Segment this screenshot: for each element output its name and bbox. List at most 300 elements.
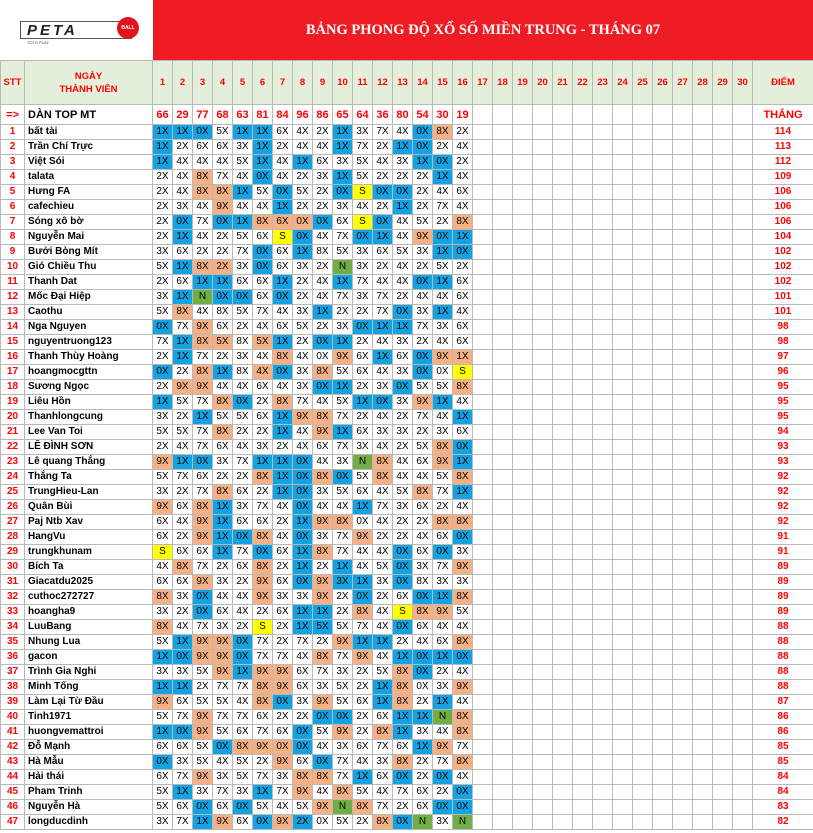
empty-cell bbox=[473, 590, 493, 605]
empty-cell bbox=[553, 425, 573, 440]
table-row bbox=[1, 470, 813, 485]
empty-cell bbox=[473, 575, 493, 590]
empty-cell bbox=[533, 590, 553, 605]
result-cell: 2X bbox=[193, 245, 213, 260]
empty-cell bbox=[713, 335, 733, 350]
result-cell: 5X bbox=[233, 155, 253, 170]
empty-cell bbox=[493, 650, 513, 665]
empty-cell bbox=[673, 785, 693, 800]
result-cell: 6X bbox=[313, 155, 333, 170]
result-cell: 8X bbox=[313, 650, 333, 665]
result-cell: 2X bbox=[393, 635, 413, 650]
empty-cell bbox=[673, 560, 693, 575]
result-cell: 0X bbox=[393, 545, 413, 560]
result-cell: 6X bbox=[313, 440, 333, 455]
result-cell: 8X bbox=[393, 680, 413, 695]
result-cell: 1X bbox=[373, 680, 393, 695]
result-cell: 4X bbox=[153, 560, 173, 575]
result-cell: 1X bbox=[393, 725, 413, 740]
empty-cell bbox=[553, 245, 573, 260]
empty-cell bbox=[553, 410, 573, 425]
empty-cell bbox=[593, 335, 613, 350]
empty-cell bbox=[513, 725, 533, 740]
result-cell: 3X bbox=[433, 815, 453, 830]
table-row bbox=[1, 665, 813, 680]
empty-cell bbox=[613, 245, 633, 260]
result-cell: 0X bbox=[373, 185, 393, 200]
result-cell: 3X bbox=[153, 815, 173, 830]
empty-cell bbox=[653, 320, 673, 335]
member-name: Lee Van Toi bbox=[25, 425, 153, 440]
empty-cell bbox=[553, 815, 573, 830]
result-cell: 5X bbox=[393, 245, 413, 260]
empty-cell bbox=[533, 105, 553, 125]
result-cell: 1X bbox=[273, 335, 293, 350]
empty-cell bbox=[553, 335, 573, 350]
result-cell: 2X bbox=[413, 755, 433, 770]
empty-cell bbox=[713, 155, 733, 170]
row-points: 88 bbox=[753, 665, 813, 680]
empty-cell bbox=[533, 200, 553, 215]
empty-cell bbox=[693, 155, 713, 170]
empty-cell bbox=[613, 725, 633, 740]
empty-cell bbox=[613, 200, 633, 215]
top-day-number: 65 bbox=[333, 105, 353, 125]
empty-cell bbox=[653, 245, 673, 260]
empty-cell bbox=[713, 815, 733, 830]
empty-cell bbox=[713, 455, 733, 470]
result-cell: 2X bbox=[313, 635, 333, 650]
empty-cell bbox=[513, 140, 533, 155]
result-cell: 4X bbox=[453, 305, 473, 320]
result-cell: 2X bbox=[233, 575, 253, 590]
result-cell: N bbox=[413, 815, 433, 830]
result-cell: 1X bbox=[293, 560, 313, 575]
empty-cell bbox=[573, 395, 593, 410]
member-name: Thắng Ta bbox=[25, 470, 153, 485]
empty-cell bbox=[513, 770, 533, 785]
empty-cell bbox=[513, 275, 533, 290]
result-cell: S bbox=[153, 545, 173, 560]
empty-cell bbox=[733, 575, 753, 590]
result-cell: 0X bbox=[213, 290, 233, 305]
empty-cell bbox=[533, 455, 553, 470]
empty-cell bbox=[493, 245, 513, 260]
result-cell: 7X bbox=[273, 650, 293, 665]
empty-cell bbox=[713, 215, 733, 230]
result-cell: 1X bbox=[173, 635, 193, 650]
empty-cell bbox=[493, 695, 513, 710]
result-cell: 3X bbox=[293, 260, 313, 275]
result-cell: 6X bbox=[273, 125, 293, 140]
empty-cell bbox=[573, 635, 593, 650]
result-cell: 8X bbox=[213, 425, 233, 440]
empty-cell bbox=[533, 425, 553, 440]
points-label: THẮNG bbox=[753, 105, 813, 125]
top-day-number: 66 bbox=[153, 105, 173, 125]
result-cell: 6X bbox=[353, 485, 373, 500]
empty-cell bbox=[733, 215, 753, 230]
empty-cell bbox=[613, 395, 633, 410]
result-cell: 6X bbox=[253, 710, 273, 725]
result-cell: 5X bbox=[333, 695, 353, 710]
empty-cell bbox=[613, 125, 633, 140]
header-day: 20 bbox=[533, 61, 553, 105]
row-points: 109 bbox=[753, 170, 813, 185]
empty-cell bbox=[733, 185, 753, 200]
top-day-number: 86 bbox=[313, 105, 333, 125]
result-cell: 1X bbox=[253, 125, 273, 140]
result-cell: 4X bbox=[173, 515, 193, 530]
empty-cell bbox=[733, 740, 753, 755]
result-cell: 0X bbox=[313, 755, 333, 770]
empty-cell bbox=[593, 125, 613, 140]
result-cell: 4X bbox=[173, 170, 193, 185]
result-cell: 8X bbox=[233, 740, 253, 755]
empty-cell bbox=[533, 665, 553, 680]
empty-cell bbox=[653, 755, 673, 770]
result-cell: 9X bbox=[193, 725, 213, 740]
result-cell: 4X bbox=[313, 230, 333, 245]
header-day: 19 bbox=[513, 61, 533, 105]
result-cell: 0X bbox=[333, 470, 353, 485]
result-cell: 2X bbox=[273, 515, 293, 530]
empty-cell bbox=[673, 755, 693, 770]
empty-cell bbox=[533, 365, 553, 380]
result-cell: 2X bbox=[413, 770, 433, 785]
empty-cell bbox=[653, 650, 673, 665]
empty-cell bbox=[573, 455, 593, 470]
header-day: 21 bbox=[553, 61, 573, 105]
result-cell: 5X bbox=[413, 215, 433, 230]
top-row bbox=[1, 105, 813, 125]
result-cell: 8X bbox=[413, 485, 433, 500]
empty-cell bbox=[673, 620, 693, 635]
result-cell: 7X bbox=[373, 740, 393, 755]
row-points: 82 bbox=[753, 815, 813, 830]
empty-cell bbox=[693, 590, 713, 605]
table-row bbox=[1, 500, 813, 515]
empty-cell bbox=[473, 350, 493, 365]
result-cell: 9X bbox=[453, 560, 473, 575]
result-cell: 0X bbox=[453, 530, 473, 545]
empty-cell bbox=[553, 155, 573, 170]
result-cell: 5X bbox=[353, 155, 373, 170]
result-cell: 6X bbox=[213, 320, 233, 335]
header-day: 12 bbox=[373, 61, 393, 105]
result-cell: 6X bbox=[413, 785, 433, 800]
empty-cell bbox=[473, 365, 493, 380]
result-cell: 2X bbox=[313, 125, 333, 140]
result-cell: 0X bbox=[433, 155, 453, 170]
row-points: 84 bbox=[753, 770, 813, 785]
result-cell: 7X bbox=[413, 320, 433, 335]
table-row bbox=[1, 605, 813, 620]
result-cell: 8X bbox=[313, 410, 333, 425]
result-cell: 1X bbox=[333, 275, 353, 290]
result-cell: 0X bbox=[253, 170, 273, 185]
row-points: 113 bbox=[753, 140, 813, 155]
empty-cell bbox=[473, 455, 493, 470]
result-cell: 5X bbox=[233, 755, 253, 770]
empty-cell bbox=[553, 470, 573, 485]
result-cell: 0X bbox=[453, 650, 473, 665]
result-cell: 2X bbox=[213, 470, 233, 485]
empty-cell bbox=[553, 185, 573, 200]
empty-cell bbox=[513, 650, 533, 665]
result-cell: 9X bbox=[253, 740, 273, 755]
result-cell: 1X bbox=[173, 680, 193, 695]
result-cell: 8X bbox=[153, 620, 173, 635]
result-cell: 1X bbox=[173, 290, 193, 305]
result-cell: 6X bbox=[293, 755, 313, 770]
result-cell: 6X bbox=[273, 575, 293, 590]
result-cell: 8X bbox=[193, 335, 213, 350]
empty-cell bbox=[533, 275, 553, 290]
empty-cell bbox=[653, 455, 673, 470]
empty-cell bbox=[613, 695, 633, 710]
empty-cell bbox=[493, 740, 513, 755]
empty-cell bbox=[513, 485, 533, 500]
empty-cell bbox=[513, 590, 533, 605]
result-cell: 2X bbox=[413, 170, 433, 185]
result-cell: 1X bbox=[373, 695, 393, 710]
header-day: 17 bbox=[473, 61, 493, 105]
empty-cell bbox=[513, 290, 533, 305]
table-row bbox=[1, 335, 813, 350]
empty-cell bbox=[513, 800, 533, 815]
result-cell: 2X bbox=[233, 425, 253, 440]
empty-cell bbox=[673, 105, 693, 125]
result-cell: N bbox=[353, 455, 373, 470]
empty-cell bbox=[713, 125, 733, 140]
result-cell: 5X bbox=[333, 245, 353, 260]
result-cell: 1X bbox=[333, 335, 353, 350]
result-cell: 7X bbox=[253, 305, 273, 320]
result-cell: 7X bbox=[353, 140, 373, 155]
result-cell: 6X bbox=[413, 455, 433, 470]
result-cell: S bbox=[353, 215, 373, 230]
result-cell: 3X bbox=[393, 155, 413, 170]
result-cell: 2X bbox=[453, 260, 473, 275]
empty-cell bbox=[653, 350, 673, 365]
result-cell: 1X bbox=[233, 665, 253, 680]
result-cell: 0X bbox=[393, 380, 413, 395]
top-day-number: 29 bbox=[173, 105, 193, 125]
empty-cell bbox=[613, 105, 633, 125]
empty-cell bbox=[653, 815, 673, 830]
empty-cell bbox=[673, 260, 693, 275]
empty-cell bbox=[573, 665, 593, 680]
result-cell: 6X bbox=[173, 575, 193, 590]
empty-cell bbox=[493, 785, 513, 800]
result-cell: 4X bbox=[433, 725, 453, 740]
result-cell: 2X bbox=[373, 530, 393, 545]
empty-cell bbox=[673, 815, 693, 830]
header-day: 2 bbox=[173, 61, 193, 105]
result-cell: 4X bbox=[193, 305, 213, 320]
empty-cell bbox=[673, 245, 693, 260]
empty-cell bbox=[733, 275, 753, 290]
empty-cell bbox=[493, 770, 513, 785]
result-cell: 2X bbox=[413, 200, 433, 215]
empty-cell bbox=[713, 425, 733, 440]
empty-cell bbox=[693, 105, 713, 125]
empty-cell bbox=[513, 245, 533, 260]
result-cell: 0X bbox=[393, 770, 413, 785]
result-cell: 2X bbox=[393, 800, 413, 815]
result-cell: 2X bbox=[313, 320, 333, 335]
result-cell: 8X bbox=[453, 725, 473, 740]
empty-cell bbox=[473, 425, 493, 440]
result-cell: 1X bbox=[393, 140, 413, 155]
result-cell: 3X bbox=[413, 245, 433, 260]
result-cell: 1X bbox=[153, 725, 173, 740]
empty-cell bbox=[733, 425, 753, 440]
result-cell: 5X bbox=[153, 305, 173, 320]
empty-cell bbox=[533, 410, 553, 425]
result-cell: 4X bbox=[373, 335, 393, 350]
result-cell: 3X bbox=[213, 575, 233, 590]
empty-cell bbox=[693, 695, 713, 710]
result-cell: 2X bbox=[273, 560, 293, 575]
result-cell: 5X bbox=[253, 335, 273, 350]
result-cell: 2X bbox=[293, 290, 313, 305]
result-cell: 1X bbox=[433, 245, 453, 260]
empty-cell bbox=[493, 365, 513, 380]
empty-cell bbox=[573, 215, 593, 230]
empty-cell bbox=[533, 230, 553, 245]
result-cell: 3X bbox=[433, 680, 453, 695]
result-cell: 1X bbox=[153, 395, 173, 410]
empty-cell bbox=[553, 350, 573, 365]
result-cell: 5X bbox=[433, 260, 453, 275]
row-points: 106 bbox=[753, 215, 813, 230]
empty-cell bbox=[653, 275, 673, 290]
empty-cell bbox=[613, 770, 633, 785]
result-cell: 4X bbox=[453, 200, 473, 215]
header-day: 23 bbox=[593, 61, 613, 105]
empty-cell bbox=[533, 545, 553, 560]
result-cell: 1X bbox=[173, 230, 193, 245]
result-cell: 0X bbox=[193, 590, 213, 605]
result-cell: 3X bbox=[153, 665, 173, 680]
table-row bbox=[1, 530, 813, 545]
empty-cell bbox=[593, 155, 613, 170]
empty-cell bbox=[713, 245, 733, 260]
empty-cell bbox=[533, 620, 553, 635]
empty-cell bbox=[553, 440, 573, 455]
empty-cell bbox=[573, 545, 593, 560]
empty-cell bbox=[473, 650, 493, 665]
result-cell: 7X bbox=[293, 635, 313, 650]
empty-cell bbox=[713, 350, 733, 365]
empty-cell bbox=[473, 410, 493, 425]
empty-cell bbox=[593, 800, 613, 815]
empty-cell bbox=[593, 635, 613, 650]
empty-cell bbox=[553, 140, 573, 155]
result-cell: 4X bbox=[433, 185, 453, 200]
result-cell: 0X bbox=[413, 365, 433, 380]
empty-cell bbox=[573, 350, 593, 365]
empty-cell bbox=[673, 575, 693, 590]
empty-cell bbox=[533, 245, 553, 260]
top-day-number: 54 bbox=[413, 105, 433, 125]
result-cell: 0X bbox=[173, 725, 193, 740]
result-cell: 4X bbox=[233, 440, 253, 455]
result-cell: 4X bbox=[453, 665, 473, 680]
result-cell: 2X bbox=[293, 815, 313, 830]
result-cell: 1X bbox=[453, 410, 473, 425]
empty-cell bbox=[633, 770, 653, 785]
result-cell: 8X bbox=[313, 470, 333, 485]
header-day: 30 bbox=[733, 61, 753, 105]
empty-cell bbox=[473, 335, 493, 350]
empty-cell bbox=[533, 515, 553, 530]
result-cell: 8X bbox=[253, 560, 273, 575]
result-cell: 0X bbox=[413, 350, 433, 365]
row-points: 83 bbox=[753, 800, 813, 815]
empty-cell bbox=[513, 155, 533, 170]
empty-cell bbox=[513, 620, 533, 635]
member-name: LuuBang bbox=[25, 620, 153, 635]
result-cell: 8X bbox=[253, 695, 273, 710]
result-cell: 4X bbox=[193, 230, 213, 245]
result-cell: 1X bbox=[193, 815, 213, 830]
empty-cell bbox=[593, 290, 613, 305]
empty-cell bbox=[693, 410, 713, 425]
empty-cell bbox=[693, 725, 713, 740]
result-cell: 9X bbox=[333, 350, 353, 365]
result-cell: 1X bbox=[293, 620, 313, 635]
empty-cell bbox=[533, 305, 553, 320]
empty-cell bbox=[593, 785, 613, 800]
empty-cell bbox=[693, 815, 713, 830]
result-cell: 0X bbox=[413, 665, 433, 680]
empty-cell bbox=[693, 740, 713, 755]
empty-cell bbox=[713, 785, 733, 800]
empty-cell bbox=[713, 140, 733, 155]
empty-cell bbox=[653, 800, 673, 815]
empty-cell bbox=[713, 635, 733, 650]
empty-cell bbox=[653, 170, 673, 185]
empty-cell bbox=[733, 650, 753, 665]
result-cell: 3X bbox=[393, 500, 413, 515]
empty-cell bbox=[473, 710, 493, 725]
row-points: 95 bbox=[753, 410, 813, 425]
result-cell: 0X bbox=[153, 320, 173, 335]
empty-cell bbox=[673, 530, 693, 545]
result-cell: 6X bbox=[153, 530, 173, 545]
empty-cell bbox=[713, 755, 733, 770]
result-cell: 0X bbox=[253, 260, 273, 275]
empty-cell bbox=[613, 740, 633, 755]
row-points: 88 bbox=[753, 650, 813, 665]
result-cell: 9X bbox=[333, 725, 353, 740]
row-stt: 4 bbox=[1, 170, 25, 185]
result-cell: 0X bbox=[273, 695, 293, 710]
header-day: 8 bbox=[293, 61, 313, 105]
result-cell: 2X bbox=[273, 140, 293, 155]
result-cell: 1X bbox=[353, 575, 373, 590]
result-cell: 7X bbox=[193, 425, 213, 440]
result-cell: 3X bbox=[293, 365, 313, 380]
result-cell: 6X bbox=[413, 545, 433, 560]
result-cell: 4X bbox=[313, 785, 333, 800]
result-cell: 9X bbox=[433, 455, 453, 470]
result-cell: 7X bbox=[273, 785, 293, 800]
empty-cell bbox=[653, 260, 673, 275]
